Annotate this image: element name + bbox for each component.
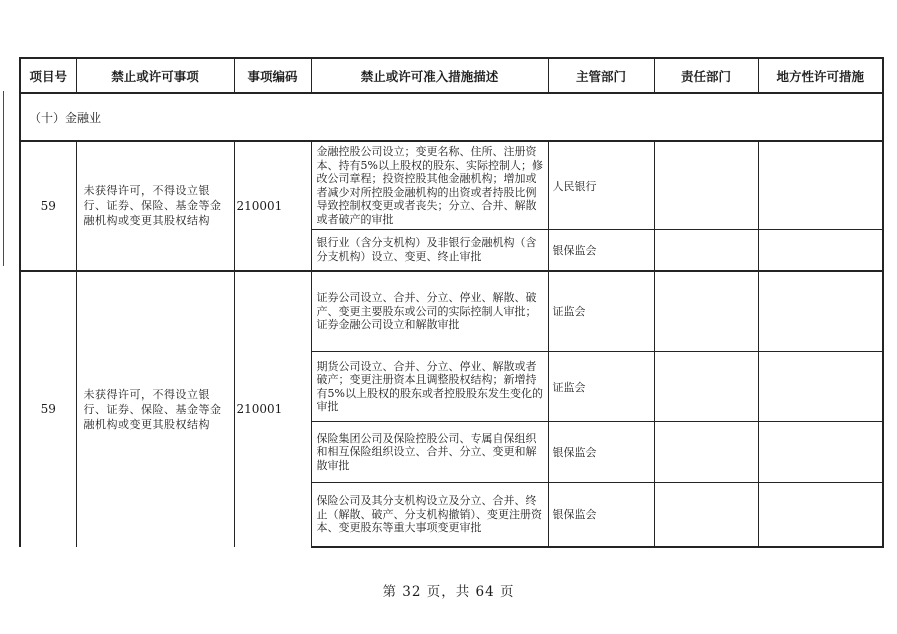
measure-desc-cell: 金融控股公司设立；变更名称、住所、注册资本、持有5%以上股权的股东、实际控制人；修改公司章程；投资控股其他金融机构；增加或者减少对所控股金融机构的出资或者持股比例导致控制权变更或者丧失；分立、合并、解散或者破产的审批: [311, 141, 548, 230]
col-header-matter: 禁止或许可事项: [76, 58, 234, 93]
local-measures-cell: [758, 230, 883, 271]
measure-desc-cell: 银行业（含分支机构）及非银行金融机构（含分支机构）设立、变更、终止审批: [311, 230, 548, 271]
section-row-finance: [20, 93, 883, 141]
responsible-dept-cell: [654, 352, 758, 422]
header-row: [20, 58, 883, 93]
measure-desc-cell: 保险集团公司及保险控股公司、专属自保组织和相互保险组织设立、合并、分立、变更和解散审批: [311, 422, 548, 483]
local-measures-cell: [758, 483, 883, 547]
measure-desc-cell: 证券公司设立、合并、分立、停业、解散、破产、变更主要股东或公司的实际控制人审批；证券金融公司设立和解散审批: [311, 271, 548, 352]
measure-desc-cell: 保险公司及其分支机构设立及分立、合并、终止（解散、破产、分支机构撤销）、变更注册资本、变更股东等重大事项变更审批: [311, 483, 548, 547]
local-measures-cell: [758, 141, 883, 230]
code-cell: 210001: [234, 271, 311, 547]
responsible-dept-cell: [654, 422, 758, 483]
local-measures-cell: [758, 422, 883, 483]
table-row: [20, 271, 883, 352]
local-measures-cell: [758, 271, 883, 352]
responsible-dept-cell: [654, 271, 758, 352]
responsible-dept-cell: [654, 230, 758, 271]
local-measures-cell: [758, 352, 883, 422]
competent-dept-cell: 银保监会: [548, 422, 654, 483]
competent-dept-cell: 银保监会: [548, 230, 654, 271]
competent-dept-cell: 证监会: [548, 352, 654, 422]
access-measures-table: [19, 57, 884, 548]
page-number-footer: 第 32 页，共 64 页: [382, 584, 515, 600]
col-header-item-no: 项目号: [20, 58, 76, 93]
responsible-dept-cell: [654, 141, 758, 230]
col-header-competent-dept: 主管部门: [548, 58, 654, 93]
item-no-cell: 59: [20, 141, 76, 271]
matter-cell: 未获得许可，不得设立银行、证券、保险、基金等金融机构或变更其股权结构: [76, 271, 234, 547]
col-header-local-measures: 地方性许可措施: [758, 58, 883, 93]
matter-cell: 未获得许可，不得设立银行、证券、保险、基金等金融机构或变更其股权结构: [76, 141, 234, 271]
responsible-dept-cell: [654, 483, 758, 547]
col-header-responsible-dept: 责任部门: [654, 58, 758, 93]
section-title: （十）金融业: [20, 93, 883, 141]
competent-dept-cell: 人民银行: [548, 141, 654, 230]
col-header-measure-desc: 禁止或许可准入措施描述: [311, 58, 548, 93]
table-row: [20, 141, 883, 230]
col-header-code: 事项编码: [234, 58, 311, 93]
measure-desc-cell: 期货公司设立、合并、分立、停业、解散或者破产；变更注册资本且调整股权结构；新增持有5%以上股权的股东或者控股股东发生变化的审批: [311, 352, 548, 422]
competent-dept-cell: 证监会: [548, 271, 654, 352]
item-no-cell: 59: [20, 271, 76, 547]
competent-dept-cell: 银保监会: [548, 483, 654, 547]
code-cell: 210001: [234, 141, 311, 271]
scan-artifact-line: [3, 91, 4, 266]
